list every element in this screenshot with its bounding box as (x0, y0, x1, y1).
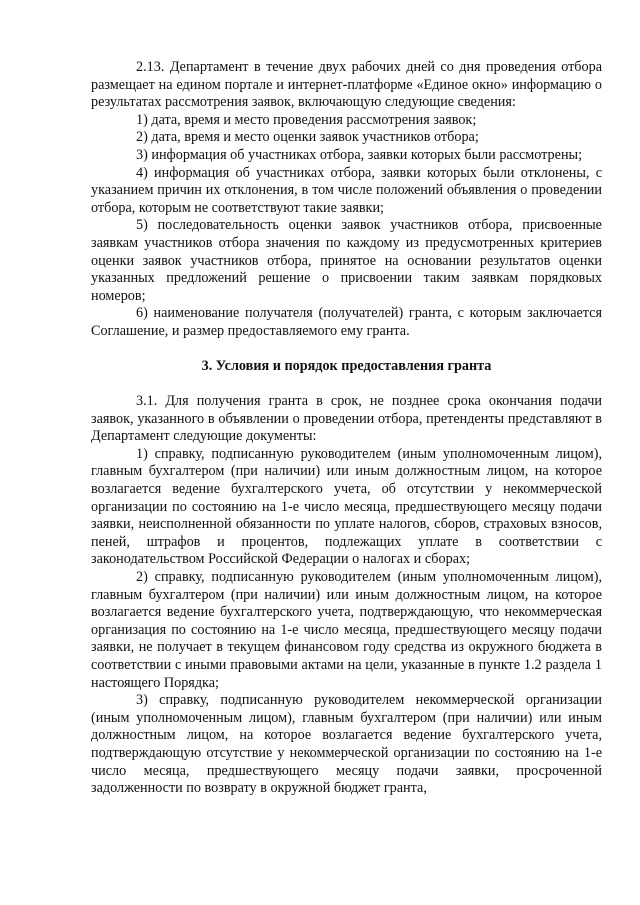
section-3-heading: 3. Условия и порядок предоставления гранта (201, 357, 492, 374)
document-page (91, 59, 602, 798)
list-item-2-13-1: 1) дата, время и место проведения рассмотрения заявок; (136, 111, 477, 128)
list-item-3-1-3: 3) справку, подписанную руководителем некоммерческой организации (иным уполномоченным лицом), главным бухгалтером (при наличии) или иным должностным лицом, на которое возлагается ведение бухгалтерского учета, подтверждающую отсутствие у некоммерческой организации по состоянию на 1-е число месяца, предшествующего месяцу подачи заявки, просроченной задолженности по возврату в окружной бюджет гранта, (91, 692, 602, 797)
list-item-3-1-2: 2) справку, подписанную руководителем (иным уполномоченным лицом), главным бухгалтером (при наличии) или иным должностным лицом, на которое возлагается ведение бухгалтерского учета, подтверждающую, что некоммерческая организация по состоянию на 1-е число месяца, предшествующего месяцу подачи заявки, не получает в текущем финансовом году средства из окружного бюджета в соответствии с иными правовыми актами на цели, указанные в пункте 1.2 раздела 1 настоящего Порядка; (91, 569, 602, 691)
list-item-2-13-6: 6) наименование получателя (получателей) гранта, с которым заключается Соглашение, и размер предоставляемого ему гранта. (91, 305, 602, 339)
paragraph-2-13: 2.13. Департамент в течение двух рабочих дней со дня проведения отбора размещает на едином портале и интернет-платформе «Единое окно» информацию о результатах рассмотрения заявок, включающую следующие сведения: (91, 59, 602, 111)
list-item-2-13-2: 2) дата, время и место оценки заявок участников отбора; (136, 129, 479, 146)
list-item-3-1-1: 1) справку, подписанную руководителем (иным уполномоченным лицом), главным бухгалтером (при наличии) или иным должностным лицом, на которое возлагается ведение бухгалтерского учета, об отсутствии у некоммерческой организации по состоянию на 1-е число месяца, предшествующего месяцу подачи заявки, неисполненной обязанности по уплате налогов, сборов, страховых взносов, пеней, штрафов и процентов, подлежащих уплате в соответствии с законодательством Российской Федерации о налогах и сборах; (91, 445, 602, 568)
list-item-2-13-3: 3) информация об участниках отбора, заявки которых были рассмотрены; (136, 146, 583, 163)
paragraph-3-1: 3.1. Для получения гранта в срок, не позднее срока окончания подачи заявок, указанного в объявлении о проведении отбора, претенденты представляют в Департамент следующие документы: (91, 393, 602, 445)
list-item-2-13-4: 4) информация об участниках отбора, заявки которых были отклонены, с указанием причин их отклонения, в том числе положений объявления о проведении отбора, которым не соответствуют такие заявки; (91, 164, 602, 216)
list-item-2-13-5: 5) последовательность оценки заявок участников отбора, присвоенные заявкам участников отбора значения по каждому из предусмотренных критериев оценки заявок участников отбора, принятое на основании результатов оценки указанных предложений решение о присвоении таким заявкам порядковых номеров; (91, 217, 602, 304)
